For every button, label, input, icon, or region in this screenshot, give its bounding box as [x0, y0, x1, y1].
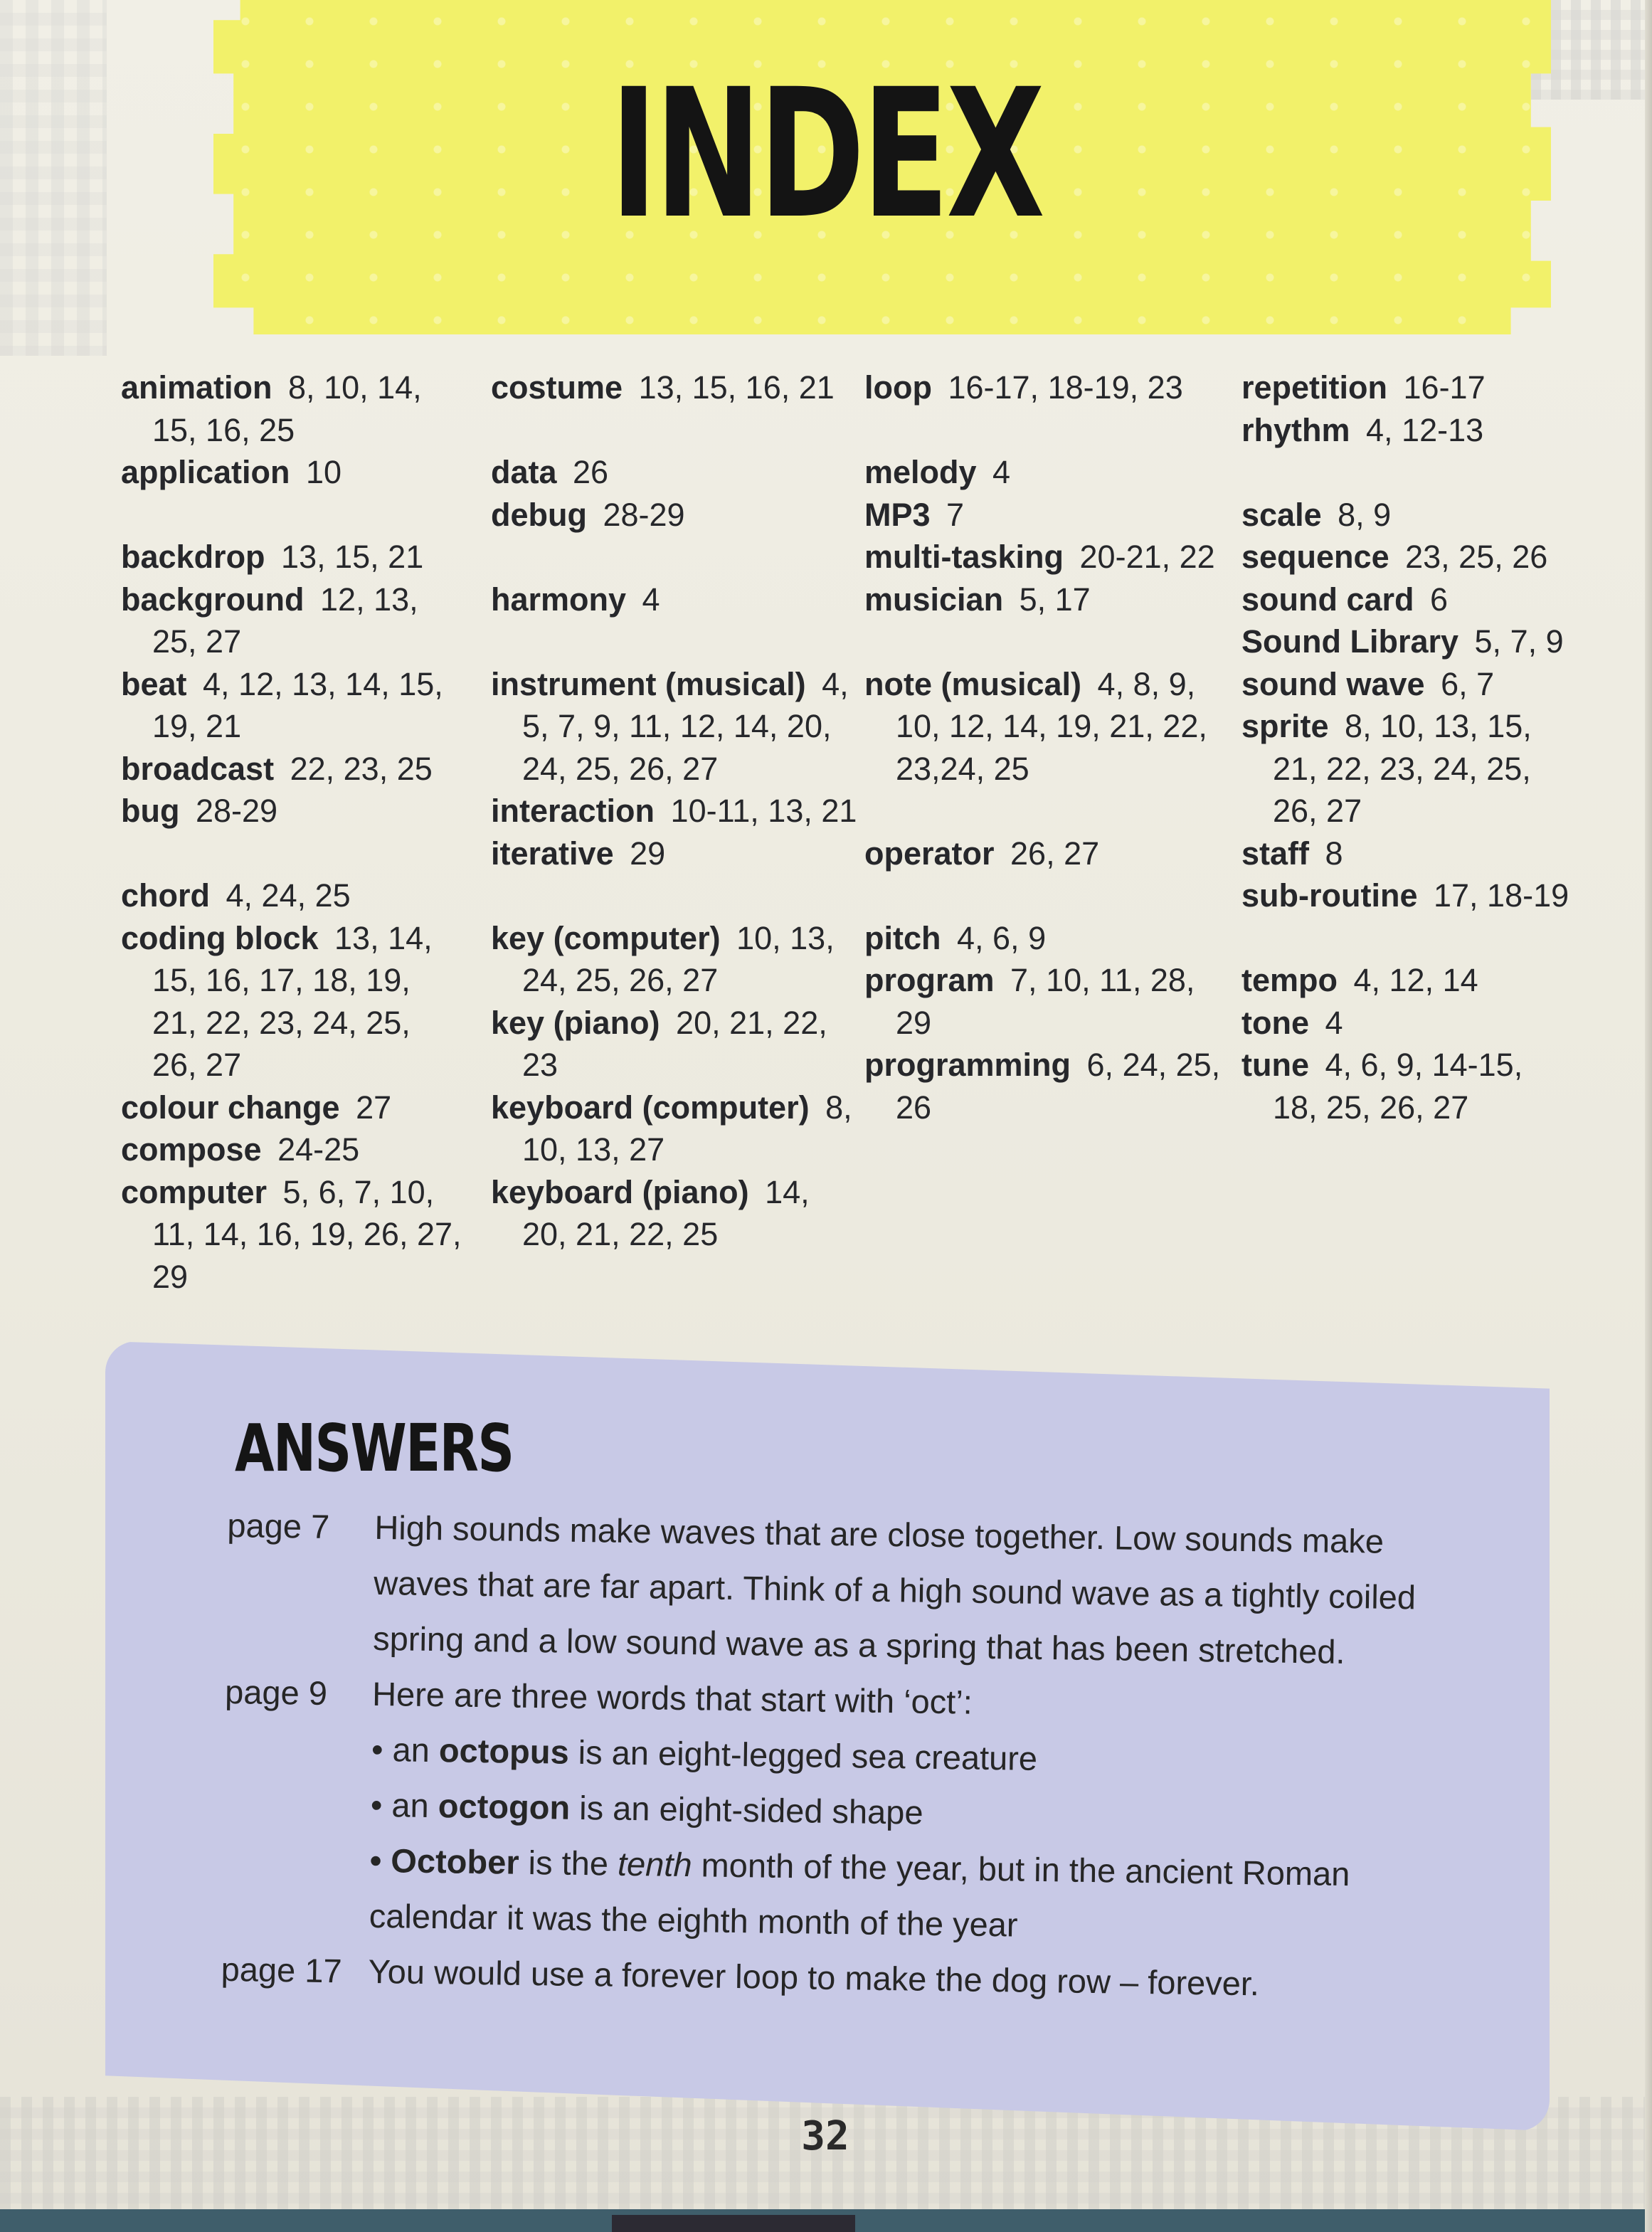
index-term: sub-routine — [1241, 877, 1418, 914]
index-term: staff — [1241, 835, 1310, 872]
index-term: sprite — [1241, 708, 1329, 744]
bold-word: • October — [369, 1841, 519, 1881]
index-pages: 10 — [306, 454, 342, 490]
bullet-text: month of the year, but in the ancient Roman — [692, 1846, 1350, 1893]
index-entry — [491, 366, 861, 409]
index-entry — [491, 451, 861, 494]
answer-page-label: page 9 — [224, 1672, 328, 1712]
index-pages: 17, 18-19 — [1433, 877, 1569, 914]
index-term: computer — [121, 1173, 268, 1210]
index-pages: 8, 10, 13, 27 — [522, 1089, 852, 1168]
index-column-2 — [491, 366, 861, 1256]
index-pages: 6 — [1430, 581, 1449, 618]
bold-word: octopus — [438, 1731, 570, 1771]
italic-word: tenth — [617, 1844, 692, 1884]
page-title: INDEX — [610, 51, 1042, 258]
index-entry — [491, 1171, 861, 1256]
index-entry — [864, 1044, 1234, 1128]
index-term: key (piano) — [491, 1004, 660, 1041]
index-term: rhythm — [1241, 411, 1350, 448]
index-pages: 10, 13, 24, 25, 26, 27 — [522, 919, 835, 998]
index-pages: 23, 25, 26 — [1405, 539, 1548, 575]
answer-page-label: page 17 — [221, 1950, 343, 1990]
index-pages: 14, 20, 21, 22, 25 — [522, 1173, 810, 1252]
index-term: key (computer) — [491, 919, 721, 956]
index-entry — [121, 451, 462, 494]
answer-text — [373, 1500, 1437, 1681]
index-term: loop — [864, 369, 932, 406]
bullet-prefix: • an — [371, 1730, 440, 1770]
answer-line: waves that are far apart. Think of a high sound wave as a tightly coiled — [373, 1563, 1417, 1617]
index-term: application — [121, 454, 290, 490]
index-entry — [121, 874, 462, 917]
answer-line: You would use a forever loop to make the dog row – forever. — [368, 1952, 1260, 2003]
answers-title: ANSWERS — [235, 1410, 514, 1486]
index-term: pitch — [864, 919, 941, 956]
index-term: bug — [121, 793, 180, 829]
index-term: colour change — [121, 1089, 340, 1126]
index-pages: 10-11, 13, 21 — [670, 793, 857, 829]
answer-page-label: page 7 — [227, 1506, 330, 1546]
index-gap — [491, 536, 861, 578]
index-pages: 4 — [992, 454, 1011, 490]
index-entry — [1241, 494, 1576, 536]
index-term: tune — [1241, 1047, 1309, 1083]
index-entry — [491, 1002, 861, 1086]
index-entry — [491, 832, 861, 875]
answers-body — [221, 1498, 1437, 2014]
index-pages: 4, 12, 13, 14, 15, 19, 21 — [152, 665, 443, 744]
answer-line: Here are three words that start with ‘oct’: — [371, 1674, 973, 1721]
index-entry — [121, 1086, 462, 1129]
index-entry — [864, 959, 1234, 1044]
index-pages: 26 — [573, 454, 609, 490]
index-entry — [864, 917, 1234, 960]
page-number: 32 — [801, 2113, 849, 2159]
index-pages: 5, 7, 9 — [1474, 623, 1564, 660]
index-term: repetition — [1241, 369, 1388, 406]
index-entry — [1241, 1002, 1576, 1044]
index-entry — [1241, 874, 1576, 917]
index-pages: 28-29 — [195, 793, 278, 829]
index-term: programming — [864, 1047, 1071, 1083]
index-term: instrument (musical) — [491, 665, 806, 702]
index-term: program — [864, 962, 995, 998]
index-term: sequence — [1241, 539, 1389, 575]
index-pages: 4, 5, 7, 9, 11, 12, 14, 20, 24, 25, 26, 27 — [522, 665, 849, 787]
pixel-pattern-top-left — [0, 0, 107, 356]
index-pages: 20, 21, 22, 23 — [522, 1004, 827, 1083]
index-entry — [864, 536, 1234, 578]
index-entry — [864, 451, 1234, 494]
index-entry — [1241, 959, 1576, 1002]
index-entry — [491, 790, 861, 832]
index-pages: 4, 12-13 — [1366, 411, 1484, 448]
index-pages: 13, 14, 15, 16, 17, 18, 19, 21, 22, 23, 24, 25, 26, 27 — [152, 919, 433, 1083]
index-term: keyboard (piano) — [491, 1173, 749, 1210]
index-gap — [1241, 917, 1576, 960]
answer-line: calendar it was the eighth month of the year — [369, 1896, 1018, 1944]
index-pages: 27 — [356, 1089, 392, 1126]
index-entry — [491, 494, 861, 536]
index-entry — [121, 663, 462, 748]
index-entry — [121, 917, 462, 1086]
index-term: chord — [121, 877, 211, 914]
index-gap — [864, 874, 1234, 917]
index-term: musician — [864, 581, 1004, 618]
index-entry — [1241, 536, 1576, 578]
index-pages: 7 — [946, 496, 965, 533]
index-term: data — [491, 454, 557, 490]
index-pages: 16-17 — [1403, 369, 1486, 406]
index-term: compose — [121, 1131, 262, 1168]
index-entry — [121, 1128, 462, 1171]
index-pages: 13, 15, 21 — [281, 539, 424, 575]
index-gap — [864, 409, 1234, 452]
index-gap — [864, 620, 1234, 663]
index-pages: 4, 6, 9, 14-15, 18, 25, 26, 27 — [1273, 1047, 1523, 1126]
index-pages: 20-21, 22 — [1079, 539, 1215, 575]
index-column-1 — [121, 366, 462, 1298]
index-entry — [121, 536, 462, 578]
index-term: tone — [1241, 1004, 1309, 1041]
index-pages: 24-25 — [277, 1131, 360, 1168]
index-term: debug — [491, 496, 587, 533]
index-pages: 26, 27 — [1010, 835, 1100, 872]
index-gap — [491, 874, 861, 917]
index-entry — [864, 832, 1234, 875]
index-entry — [1241, 1044, 1576, 1128]
index-pages: 13, 15, 16, 21 — [638, 369, 835, 406]
index-term: harmony — [491, 581, 627, 618]
index-pages: 8, 9 — [1338, 496, 1392, 533]
answer-page-7 — [226, 1498, 1437, 1681]
index-pages: 7, 10, 11, 28, 29 — [896, 962, 1195, 1041]
index-entry — [864, 366, 1234, 409]
index-pages: 4, 8, 9, 10, 12, 14, 19, 21, 22, 23,24, 25 — [896, 665, 1207, 787]
index-entry — [121, 1171, 462, 1299]
index-column-3 — [864, 366, 1234, 1128]
index-gap — [121, 494, 462, 536]
index-term: scale — [1241, 496, 1322, 533]
index-entry — [864, 663, 1234, 790]
answer-line: spring and a low sound wave as a spring that has been stretched. — [372, 1619, 1345, 1671]
index-term: broadcast — [121, 750, 275, 787]
index-term: interaction — [491, 793, 655, 829]
index-term: sound wave — [1241, 665, 1425, 702]
bullet-text: is an eight-legged sea creature — [568, 1733, 1038, 1777]
index-entry — [864, 578, 1234, 621]
index-pages: 4, 12, 14 — [1353, 962, 1478, 998]
index-entry — [1241, 832, 1576, 875]
index-pages: 8, 10, 14, 15, 16, 25 — [152, 369, 422, 448]
index-pages: 12, 13, 25, 27 — [152, 581, 418, 660]
index-entry — [1241, 705, 1576, 832]
bottom-edge-strip — [0, 2209, 1652, 2232]
index-term: multi-tasking — [864, 539, 1064, 575]
index-pages: 16-17, 18-19, 23 — [948, 369, 1183, 406]
index-entry — [1241, 620, 1576, 663]
index-entry — [1241, 578, 1576, 621]
index-term: sound card — [1241, 581, 1414, 618]
index-entry — [1241, 366, 1576, 409]
index-gap — [121, 832, 462, 875]
index-term: MP3 — [864, 496, 931, 533]
answer-page-9 — [221, 1664, 1434, 1959]
index-pages: 6, 7 — [1441, 665, 1495, 702]
answer-line: High sounds make waves that are close together. Low sounds make — [374, 1508, 1384, 1560]
answer-text — [369, 1666, 1434, 1959]
index-term: operator — [864, 835, 995, 872]
index-pages: 4, 24, 25 — [226, 877, 351, 914]
index-pages: 22, 23, 25 — [290, 750, 433, 787]
index-entry — [864, 494, 1234, 536]
index-entry — [121, 578, 462, 663]
index-pages: 5, 6, 7, 10, 11, 14, 16, 19, 26, 27, 29 — [152, 1173, 462, 1295]
index-pages: 4 — [642, 581, 660, 618]
index-term: melody — [864, 454, 977, 490]
index-entry — [491, 663, 861, 790]
index-pages: 8 — [1325, 835, 1343, 872]
bullet-text: is the — [519, 1843, 618, 1883]
index-gap — [864, 790, 1234, 832]
index-term: background — [121, 581, 305, 618]
index-term: Sound Library — [1241, 623, 1459, 660]
index-pages: 8, 10, 13, 15, 21, 22, 23, 24, 25, 26, 27 — [1273, 708, 1532, 829]
bullet-text: is an eight-sided shape — [569, 1788, 923, 1831]
index-entry — [121, 790, 462, 832]
index-entry — [121, 748, 462, 790]
index-pages: 5, 17 — [1019, 581, 1091, 618]
index-term: iterative — [491, 835, 614, 872]
index-term: coding block — [121, 919, 319, 956]
index-pages: 4 — [1325, 1004, 1343, 1041]
page-edge-shadow — [1645, 0, 1652, 2232]
index-entry — [1241, 409, 1576, 452]
index-pages: 28-29 — [603, 496, 685, 533]
index-term: backdrop — [121, 539, 265, 575]
index-term: note (musical) — [864, 665, 1082, 702]
index-term: tempo — [1241, 962, 1338, 998]
index-entry — [491, 1086, 861, 1171]
index-gap — [491, 620, 861, 663]
index-entry — [491, 917, 861, 1002]
bottom-edge-shadow — [612, 2215, 855, 2232]
index-gap — [491, 409, 861, 452]
index-term: animation — [121, 369, 272, 406]
index-pages: 29 — [630, 835, 666, 872]
index-entry — [121, 366, 462, 451]
index-entry — [491, 578, 861, 621]
bold-word: octogon — [438, 1787, 571, 1826]
index-entry — [1241, 663, 1576, 706]
index-column-4 — [1241, 366, 1576, 1128]
index-gap — [1241, 451, 1576, 494]
index-term: keyboard (computer) — [491, 1089, 810, 1126]
index-pages: 4, 6, 9 — [957, 919, 1047, 956]
index-term: costume — [491, 369, 623, 406]
bullet-prefix: • an — [370, 1785, 439, 1825]
index-term: beat — [121, 665, 187, 702]
index-pages: 6, 24, 25, 26 — [896, 1047, 1221, 1126]
